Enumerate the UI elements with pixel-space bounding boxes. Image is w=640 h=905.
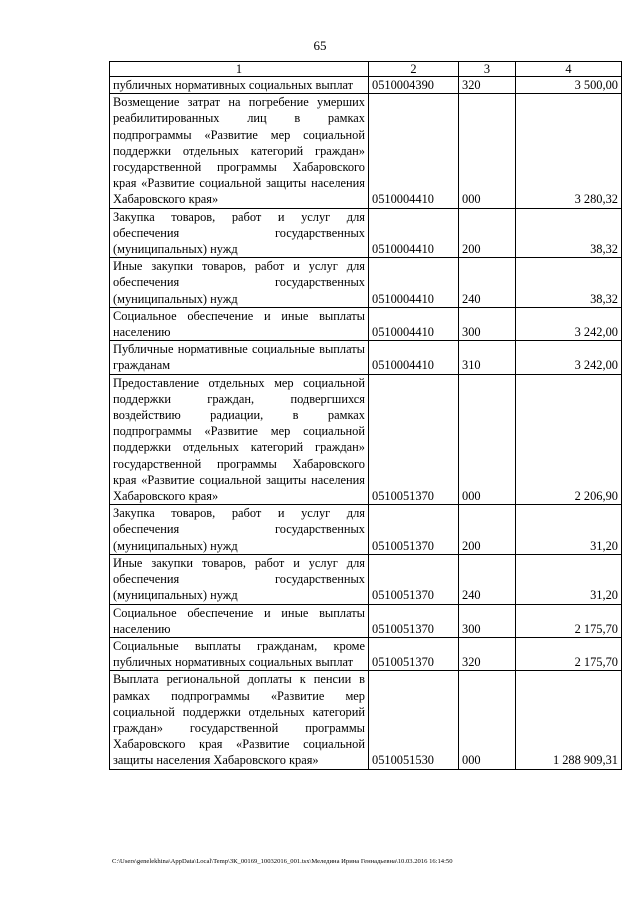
table-row [110,94,622,208]
row-code: 0510051370 [369,637,459,670]
row-type-code: 320 [459,637,516,670]
row-amount: 31,20 [516,505,622,555]
row-type-code: 200 [459,505,516,555]
header-col-3: 3 [459,62,516,77]
row-code: 0510004410 [369,94,459,208]
row-code: 0510051370 [369,505,459,555]
row-description: Закупка товаров, работ и услуг для обеспечения государственных (муниципальных) нужд [110,505,369,555]
row-code: 0510051530 [369,671,459,769]
row-description: Предоставление отдельных мер социальной поддержки граждан, подвергшихся воздействию радиации, в рамках подпрограммы «Развитие мер социальной поддержки отдельных категорий граждан» государственной программы Хабаровского края «Развитие социальной защиты населения Хабаровского края» [110,374,369,505]
row-code: 0510051370 [369,554,459,604]
row-type-code: 320 [459,77,516,94]
header-col-2: 2 [369,62,459,77]
row-type-code: 240 [459,554,516,604]
row-description: Социальное обеспечение и иные выплаты населению [110,604,369,637]
row-amount: 38,32 [516,258,622,308]
row-amount: 3 280,32 [516,94,622,208]
row-code: 0510004410 [369,307,459,340]
row-amount: 2 206,90 [516,374,622,505]
table-row [110,604,622,637]
row-type-code: 240 [459,258,516,308]
row-type-code: 000 [459,94,516,208]
row-code: 0510004410 [369,208,459,258]
table-row [110,77,622,94]
row-description: Иные закупки товаров, работ и услуг для обеспечения государственных (муниципальных) нужд [110,554,369,604]
row-code: 0510051370 [369,604,459,637]
row-type-code: 310 [459,341,516,374]
row-description: публичных нормативных социальных выплат [110,77,369,94]
row-amount: 2 175,70 [516,637,622,670]
page-number: 65 [313,38,327,53]
row-type-code: 200 [459,208,516,258]
table-row [110,341,622,374]
row-amount: 38,32 [516,208,622,258]
header-col-4: 4 [516,62,622,77]
row-amount: 2 175,70 [516,604,622,637]
row-description: Иные закупки товаров, работ и услуг для обеспечения государственных (муниципальных) нужд [110,258,369,308]
row-description: Социальное обеспечение и иные выплаты населению [110,307,369,340]
row-type-code: 000 [459,671,516,769]
row-description: Возмещение затрат на погребение умерших реабилитированных лиц в рамках подпрограммы «Развитие мер социальной поддержки отдельных категорий граждан» государственной программы Хабаровского края «Развитие социальной защиты населения Хабаровского края» [110,94,369,208]
row-description: Публичные нормативные социальные выплаты гражданам [110,341,369,374]
row-code: 0510004410 [369,341,459,374]
budget-table [109,61,622,770]
row-amount: 1 288 909,31 [516,671,622,769]
table-row [110,258,622,308]
table-row [110,637,622,670]
row-code: 0510004410 [369,258,459,308]
row-type-code: 300 [459,307,516,340]
file-path-footer: C:\Users\genelekhina\AppData\Local\Temp\ЗК_00169_10032016_001.tsx\Меледина Ирина Геннадьевна\10.03.2016 16:14:50 [112,858,453,865]
table-row [110,505,622,555]
table-row [110,374,622,505]
row-description: Закупка товаров, работ и услуг для обеспечения государственных (муниципальных) нужд [110,208,369,258]
row-code: 0510051370 [369,374,459,505]
table-header-row [110,62,622,77]
row-amount: 3 242,00 [516,307,622,340]
row-code: 0510004390 [369,77,459,94]
row-description: Социальные выплаты гражданам, кроме публичных нормативных социальных выплат [110,637,369,670]
row-description: Выплата региональной доплаты к пенсии в рамках подпрограммы «Развитие мер социальной поддержки отдельных категорий граждан» государственной программы Хабаровского края «Развитие социальной защиты населения Хабаровского края» [110,671,369,769]
row-amount: 31,20 [516,554,622,604]
row-type-code: 000 [459,374,516,505]
table-row [110,208,622,258]
header-col-1: 1 [110,62,369,77]
row-amount: 3 500,00 [516,77,622,94]
table-row [110,554,622,604]
table-row [110,671,622,769]
row-type-code: 300 [459,604,516,637]
table-row [110,307,622,340]
row-amount: 3 242,00 [516,341,622,374]
